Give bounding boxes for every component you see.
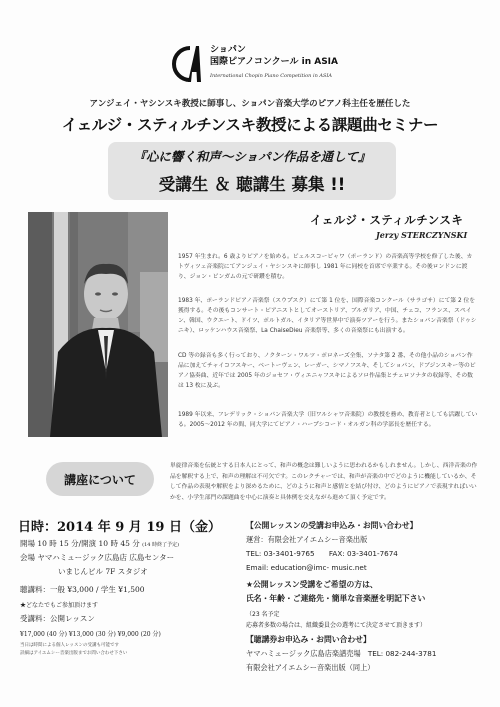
about-description: 単旋律音楽を伝統とする日本人にとって、和声の概念は難しいように思われるかもしれません。しかし、西洋音楽の作品を解釈する上で、和声の理解は不可欠です。このレクチャーでは、和声が音楽の中でどのように機能しているか、そして作品の表現や解釈をより深めるために、どのように和声と感情とを結び付け、どのようにピアノで表現すればいいかを、小学生部門の課題曲を中心に演奏と具体例を交えながら進めて頂く予定です。 xyxy=(170,463,478,501)
page-title: イェルジ・スティルチンスキ教授による課題曲セミナー xyxy=(61,116,439,134)
lesson-fees: ¥17,000 (40 分) ¥13,000 (30 分) ¥9,000 (20 分) xyxy=(20,631,161,638)
organizer-repeat: 有限会社アイエムシー音楽出版（同上） xyxy=(246,663,375,672)
ci-logo-icon xyxy=(168,42,204,86)
bio-paragraph: 1983 年、ポーランドピアノ音楽祭（スウプスク）にて第 1 位を、国際音楽コンクール（サラゴサ）にて第 2 位を獲得する。その後もコンサート・ピアニストとしてオーストリア、ブルガリア、中国、チェコ、フランス、スペイン、韓国、ウクエート、ドイツ、ポルトガル、イタリア等世界中で演奏ツアーを行う。またショパン音楽祭（ドゥシニキ）、ロッケンハウス音楽祭、La ChaiseDieu 音楽祭等、多くの音楽祭にも出演する。 xyxy=(178,298,477,334)
event-venue-line2: いまじんビル 7F スタジオ xyxy=(58,567,148,576)
email-address: Email: education@imc- music.net xyxy=(246,563,367,572)
lesson-fee-label: 受講料：公開レッスン xyxy=(20,614,95,623)
logo-text-jp1: ショパン xyxy=(210,45,246,55)
teacher-name-en: Jerzy STERCZYNSKI xyxy=(376,230,468,240)
open-time-note: (14 時終了予定) xyxy=(142,542,180,548)
bio-paragraph: CD 等の録音も多く行っており、ノクターン・ワルツ・ポロネーズ全集、ソナタ第 2 番、その他小品のショパン作品に加えてチャイコフスキー、ベートーヴェン、レーガー、シマノフスキ、そしてショパン、ドブジンスキー等のピアノ協奏曲、近年では 2005 年のジョセフ・ヴィエニャフスキによるソロ作品集とチェロソナタの収録等、その数は 13 枚に及ぶ。 xyxy=(178,353,476,389)
audit-fee: 聴講料：一般 ¥3,000 / 学生 ¥1,500 xyxy=(20,585,145,594)
shop-contact: ヤマハミュージック広島店楽譜売場 TEL: 082-244-3781 xyxy=(246,649,437,658)
about-heading-box xyxy=(46,462,154,496)
event-venue-line1: 会場 ヤマハミュージック広島店 広島センター xyxy=(20,553,175,562)
lesson-note: 当日は時間による個人レッスンの受講も可能です xyxy=(20,643,119,648)
logo-text-en: International Chopin Piano Competition in ASIA xyxy=(210,73,332,79)
competition-logo xyxy=(168,42,368,88)
lesson-contact-heading: 【公開レッスンの受講お申込み・お問い合わせ】 xyxy=(246,521,418,530)
banner-theme: 『心に響く和声～ショパン作品を通して』 xyxy=(133,149,371,164)
portrait-image-icon xyxy=(28,212,168,437)
audit-note: ★どなたでもご参加頂けます xyxy=(20,602,99,609)
bio-paragraph: 1989 年以来、フレデリック・ショパン音楽大学（旧ワルシャワ音楽院）の教授を務め、教育者としても活躍している。2005～2012 年の間、同大学にてピアノ・ハープシコード・オルガン科の学部長を歴任する。 xyxy=(178,412,478,428)
audit-contact-heading: 【聴講券お申込み・お問い合わせ】 xyxy=(246,635,371,644)
apply-capacity: （23 名予定 xyxy=(246,611,280,618)
organizer: 運営：有限会社アイエムシー音楽出版 xyxy=(246,535,368,544)
teacher-photo xyxy=(28,212,168,437)
apply-heading: ★公開レッスン受講をご希望の方は、 xyxy=(246,580,378,589)
header-subtitle: アンジェイ・ヤシンスキ教授に師事し、ショパン音楽大学のピアノ科主任を歴任した xyxy=(89,99,411,109)
apply-selection-note: 応募者多数の場合は、組織委員会の選考にて決定させて頂きます） xyxy=(246,622,427,629)
about-heading: 講座について xyxy=(64,473,136,487)
bio-paragraph: 1957 年生まれ。6 歳よりピアノを始める。ビェルスコービャワ（ポーランド）の音楽高等学校を修了した後、カトヴィツェ音楽院にてアンジェイ・ヤシンスキに師事し 1981 年に同校を首席で卒業する。その後ロンドンに渡り、ジョン・ビンガムの元で研鑽を積む。 xyxy=(178,254,473,280)
teacher-name-jp: イェルジ・スティルチンスキ xyxy=(310,213,464,227)
tel-fax: TEL: 03-3401-9765 FAX: 03-3401-7674 xyxy=(246,549,398,558)
banner-recruit: 受講生 ＆ 聴講生 募集 !! xyxy=(158,175,346,194)
logo-text-jp2: 国際ピアノコンクール in ASIA xyxy=(210,57,338,67)
event-date: 日時：2014 年 9 月 19 日（金） xyxy=(18,520,221,535)
seminar-banner xyxy=(108,142,396,200)
event-open-time xyxy=(20,538,179,549)
lesson-note: 詳細はアイエムシー音楽出版までお問い合わせ下さい xyxy=(20,651,128,656)
apply-instructions: 氏名・年齢・ご連絡先・簡単な音楽歴を明記下さい xyxy=(246,594,426,603)
open-time-text: 開場 10 時 15 分/開演 10 時 45 分 xyxy=(20,539,140,548)
